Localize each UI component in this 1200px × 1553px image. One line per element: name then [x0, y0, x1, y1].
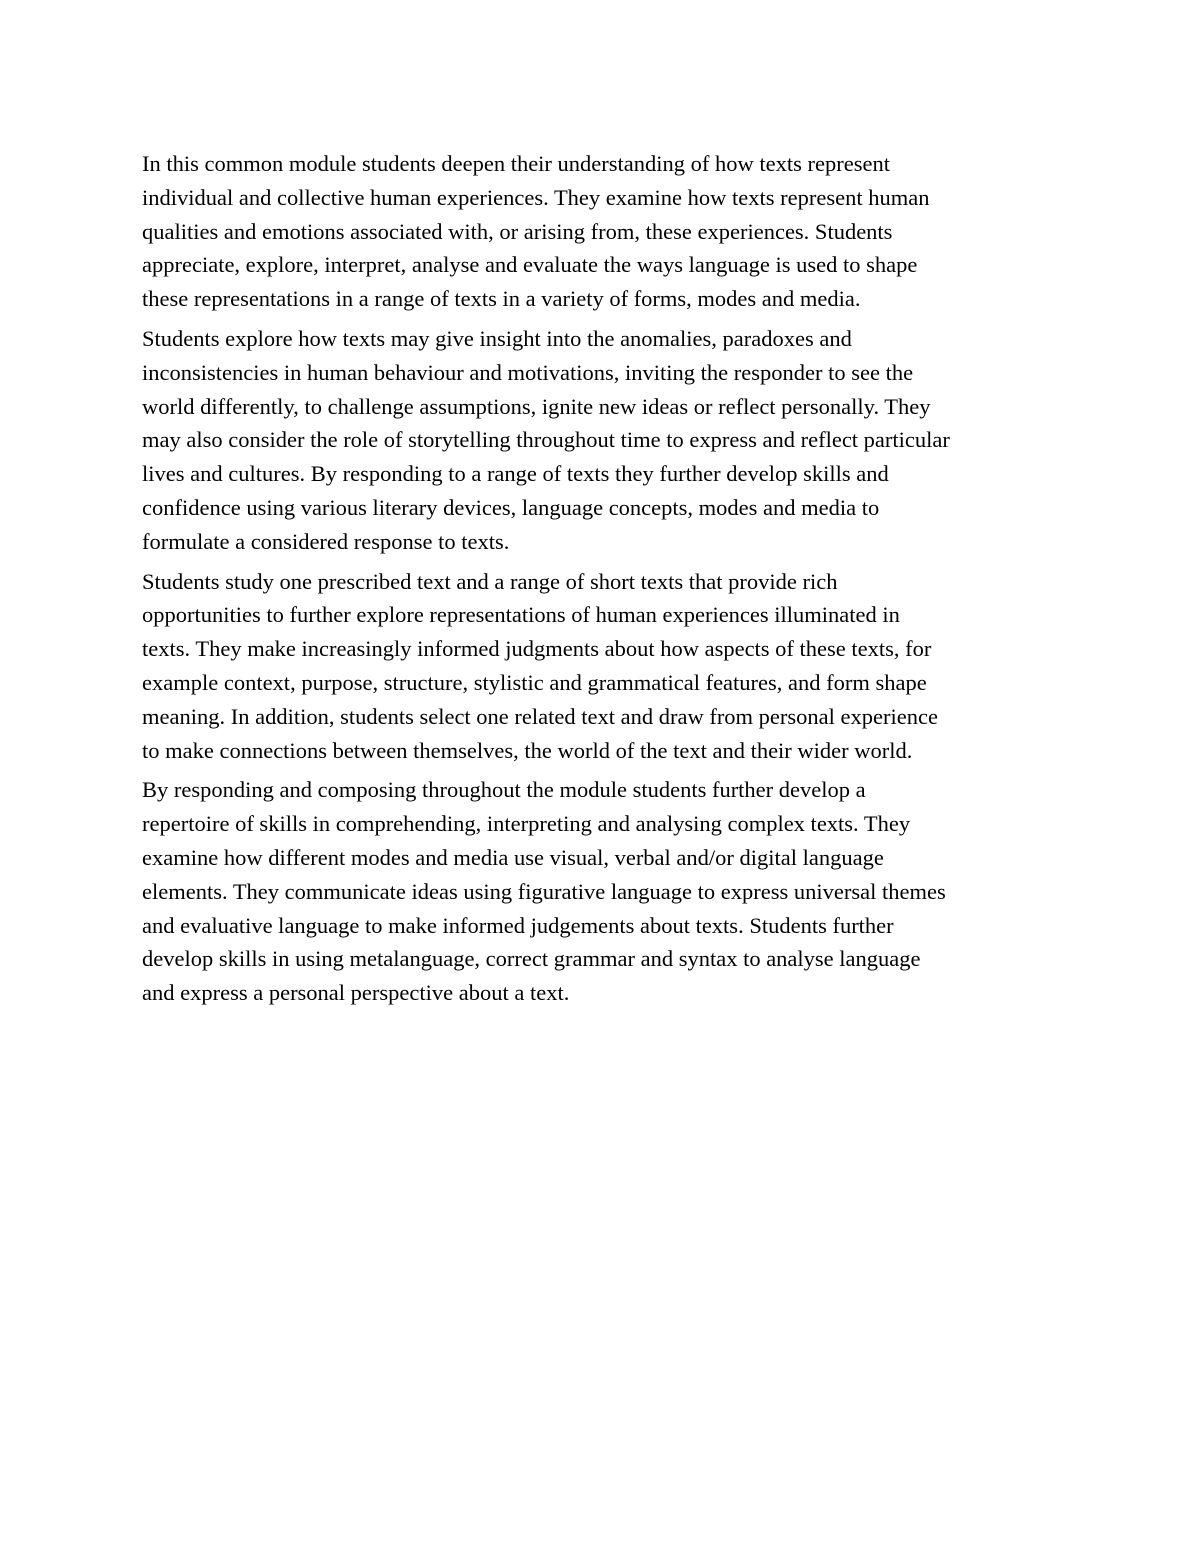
paragraph-3: Students study one prescribed text and a range of short texts that provide rich opportunities to further explore representations of human experiences illuminated in texts. They make increasingly informed judgments about how aspects of these texts, for example context, purpose, structure, stylistic and grammatical features, and form shape meaning. In addition, students select one related text and draw from personal experience to make connections between themselves, the world of the text and their wider world. — [142, 568, 938, 763]
document-body — [142, 147, 1066, 1016]
paragraph-2: Students explore how texts may give insight into the anomalies, paradoxes and inconsistencies in human behaviour and motivations, inviting the responder to see the world differently, to challenge assumptions, ignite new ideas or reflect personally. They may also consider the role of storytelling throughout time to express and reflect particular lives and cultures. By responding to a range of texts they further develop skills and confidence using various literary devices, language concepts, modes and media to formulate a considered response to texts. — [142, 325, 950, 554]
paragraph-4: By responding and composing throughout the module students further develop a repertoire of skills in comprehending, interpreting and analysing complex texts. They examine how different modes and media use visual, verbal and/or digital language elements. They communicate ideas using figurative language to express universal themes and evaluative language to make informed judgements about texts. Students further develop skills in using metalanguage, correct grammar and syntax to analyse language and express a personal perspective about a text. — [142, 777, 946, 1006]
paragraph-1: In this common module students deepen their understanding of how texts represent individual and collective human experiences. They examine how texts represent human qualities and emotions associated with, or arising from, these experiences. Students appreciate, explore, interpret, analyse and evaluate the ways language is used to shape these representations in a range of texts in a variety of forms, modes and media. — [142, 151, 930, 312]
